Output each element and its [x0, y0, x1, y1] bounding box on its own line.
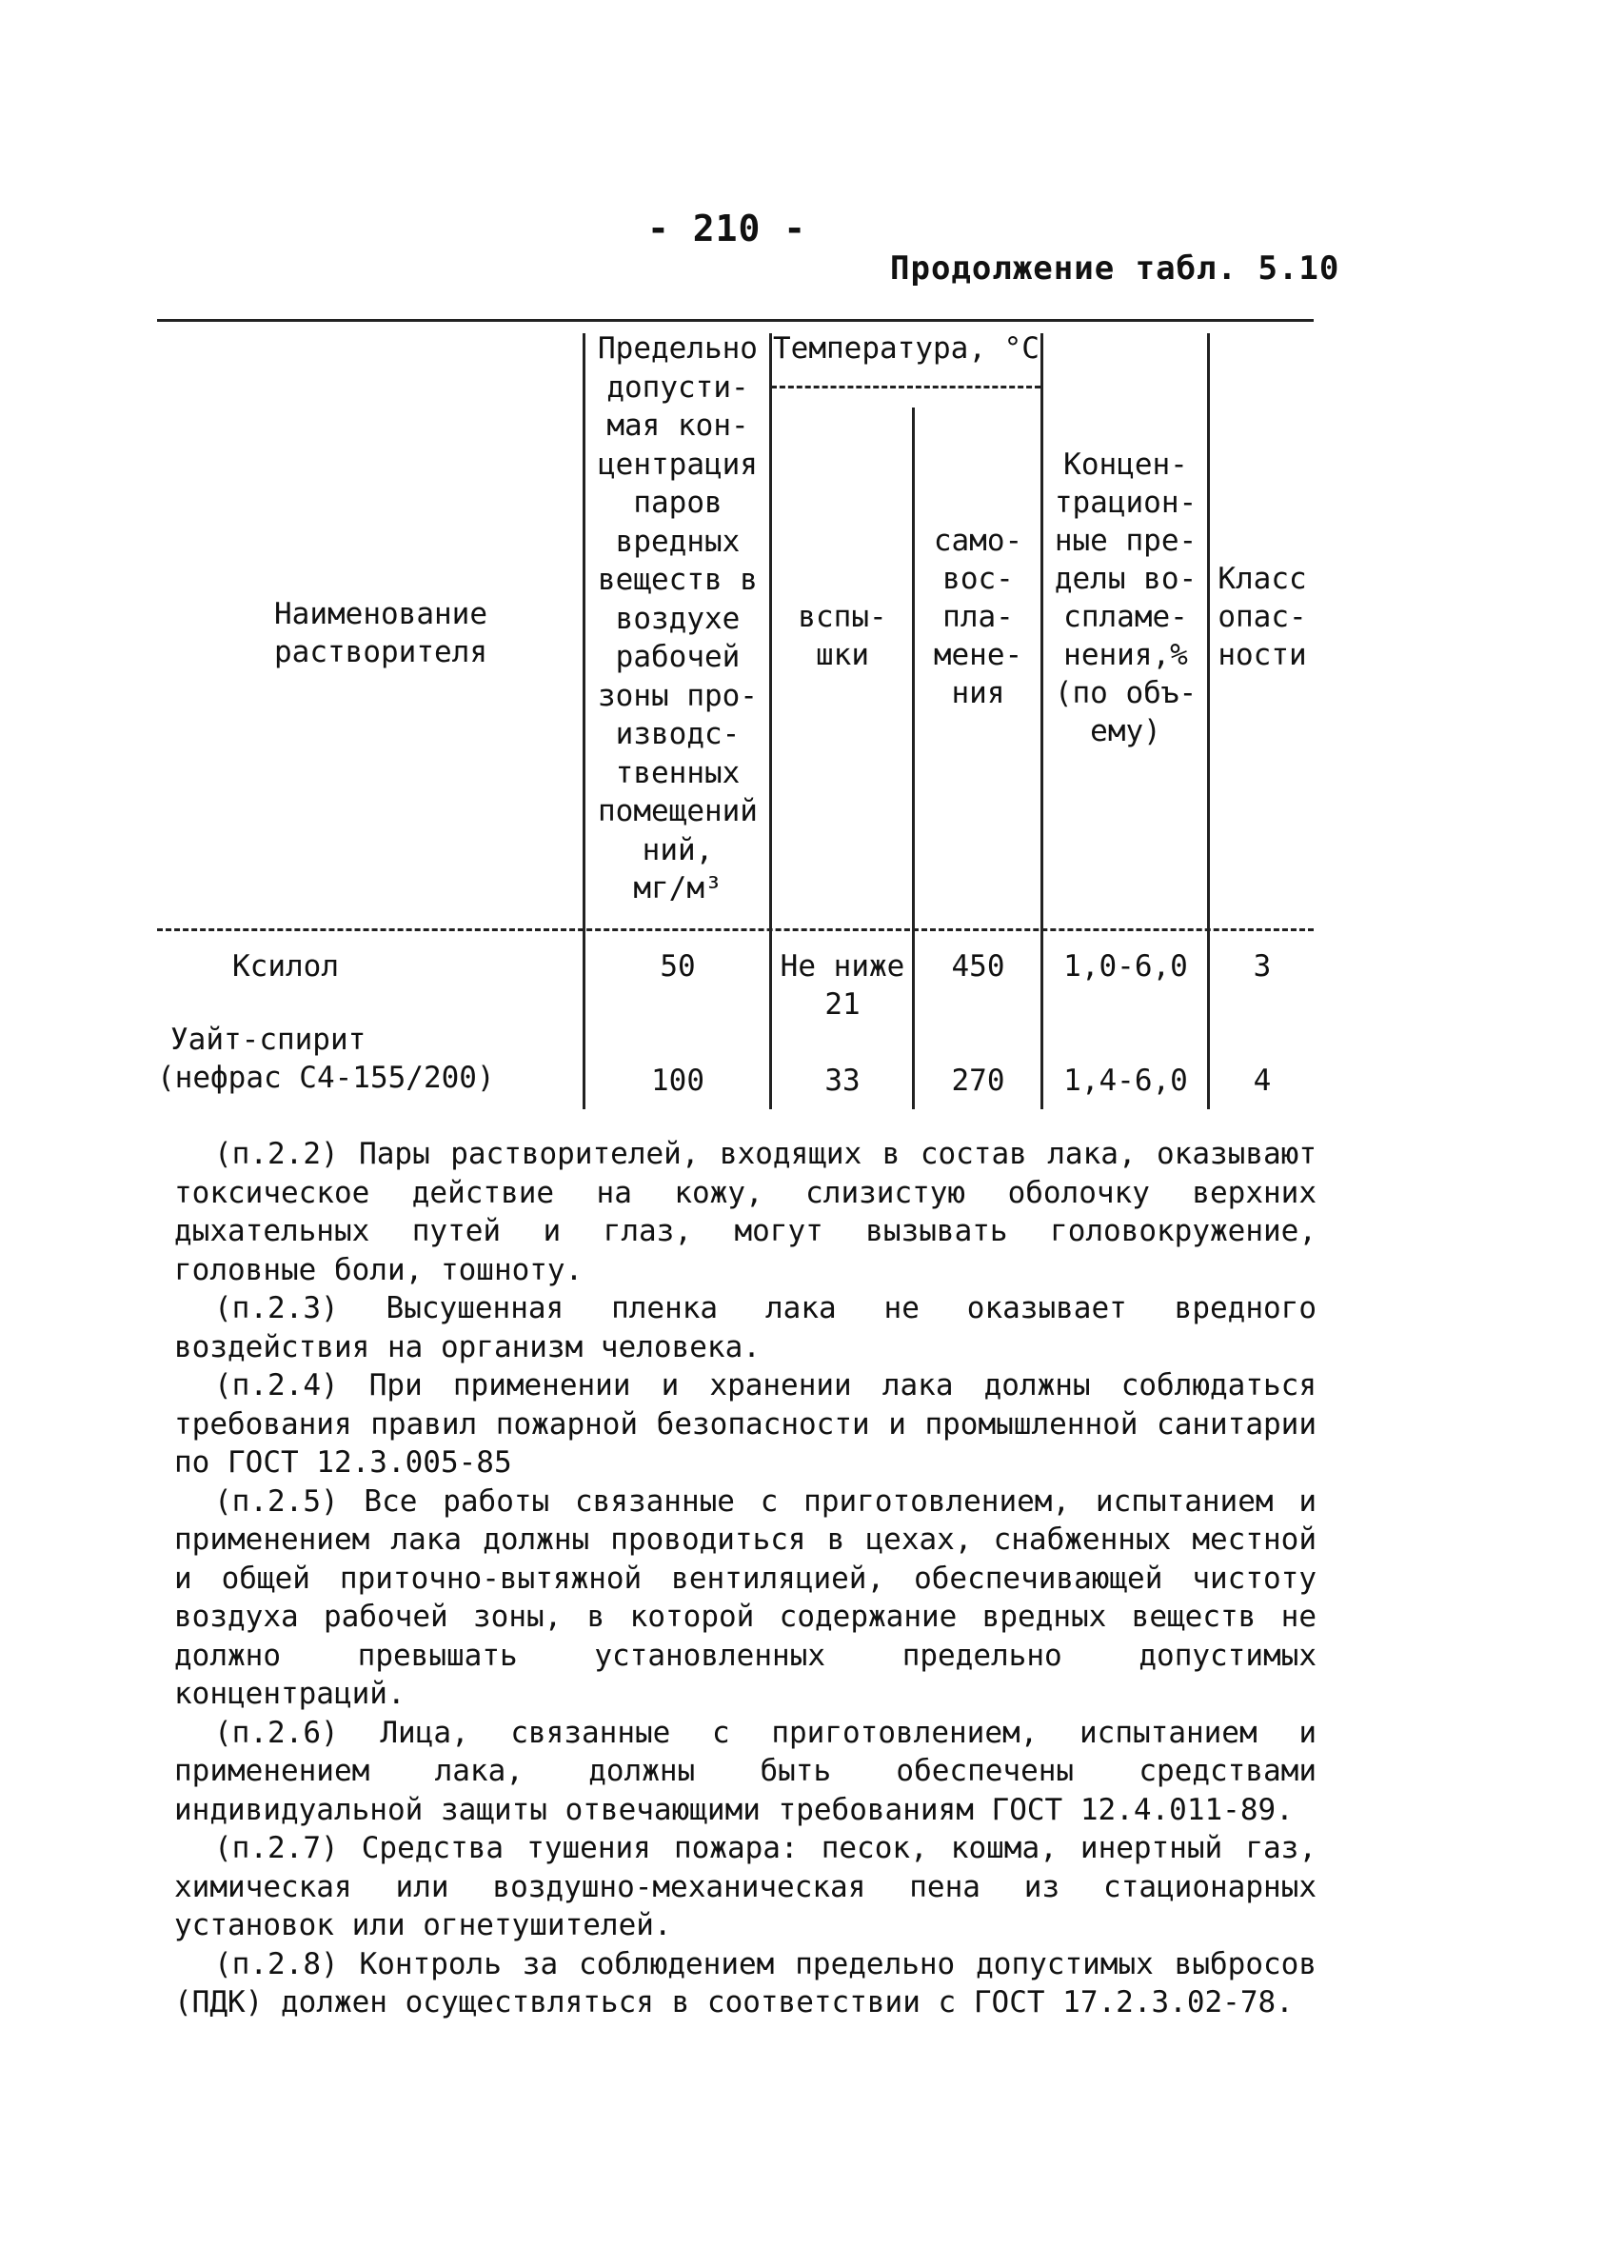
- body-text: [174, 1135, 1317, 2022]
- paragraph-2-4: (п.2.4) При применении и хранении лака должны соблюдаться требования правил пожарной безопасности и промышленной санитарии по ГОСТ 12.3.005-85: [174, 1368, 1317, 1480]
- header-line: центрация: [598, 447, 758, 482]
- header-line: паров: [633, 486, 723, 520]
- header-line: ему): [1090, 714, 1161, 748]
- header-line: опас-: [1218, 600, 1307, 634]
- table-row-pdk: 50: [660, 949, 696, 984]
- header-line: нения,%: [1063, 638, 1188, 672]
- column-divider: [583, 333, 585, 1109]
- header-autoignition: [916, 522, 1040, 712]
- cell-line: (нефрас С4-155/200): [157, 1061, 495, 1095]
- temperature-subheader-rule: [771, 386, 1040, 388]
- cell-line: Не ниже: [780, 949, 905, 984]
- header-temperature: Температура, °С: [773, 331, 1040, 366]
- header-line: ности: [1218, 638, 1307, 672]
- cell-line: 21: [824, 987, 861, 1022]
- paragraph-2-8: (п.2.8) Контроль за соблюдением предельно допустимых выбросов (ПДК) должен осуществляться в соответствии с ГОСТ 17.2.3.02-78.: [174, 1946, 1317, 2019]
- header-line: веществ в: [598, 563, 758, 597]
- header-line: пла-: [942, 600, 1014, 634]
- header-line: мене-: [933, 638, 1023, 672]
- header-line: (по объ-: [1054, 676, 1198, 710]
- table-row-name: [157, 1021, 566, 1097]
- header-line: помещений: [598, 794, 758, 828]
- table-top-rule: [157, 319, 1314, 322]
- header-line: трацион-: [1054, 486, 1198, 520]
- header-line: твенных: [615, 755, 741, 790]
- header-line: мг/м³: [633, 871, 723, 905]
- column-divider: [912, 408, 915, 1109]
- header-ignition-limits: [1044, 446, 1207, 750]
- header-line: Предельно: [598, 331, 758, 366]
- header-line: ные пре-: [1054, 524, 1198, 558]
- table-row-hazard-class: 4: [1253, 1064, 1272, 1098]
- header-line: допусти-: [606, 369, 749, 405]
- paragraph-2-3: (п.2.3) Высушенная пленка лака не оказывает вредного воздействия на организм человека.: [174, 1291, 1317, 1364]
- cell-line: Уайт-спирит: [170, 1023, 366, 1057]
- paragraph-2-2: (п.2.2) Пары растворителей, входящих в состав лака, оказывают токсическое действие на кожу, слизистую оболочку верхних дыхательных путей и глаз, могут вызывать головокружение, головные боли, тошноту.: [174, 1137, 1317, 1287]
- header-line: рабочей: [615, 640, 741, 674]
- column-divider: [1207, 333, 1210, 1109]
- header-line: Класс: [1218, 562, 1307, 596]
- header-pdk: [586, 329, 769, 908]
- table-row-flash-point: [773, 947, 912, 1024]
- paragraph-2-7: (п.2.7) Средства тушения пожара: песок, кошма, инертный газ, химическая или воздушно-механическая пена из стационарных установок или огнетушителей.: [174, 1831, 1317, 1942]
- header-solvent-name: [219, 595, 543, 671]
- header-line: воздухе: [615, 601, 741, 636]
- header-hazard-class: [1211, 560, 1314, 674]
- table-caption: Продолжение табл. 5.10: [890, 249, 1340, 288]
- table-row-ignition-limits: 1,0-6,0: [1063, 949, 1188, 984]
- header-line: шки: [816, 638, 869, 672]
- header-line: спламе-: [1063, 600, 1188, 634]
- header-line: ний,: [642, 832, 714, 867]
- table-row-pdk: 100: [651, 1064, 704, 1098]
- table-row-flash-point: 33: [824, 1064, 861, 1098]
- header-line: ния: [951, 676, 1005, 710]
- header-line: вос-: [942, 562, 1014, 596]
- header-line: делы во-: [1054, 562, 1198, 596]
- table-row-hazard-class: 3: [1253, 949, 1272, 984]
- header-line: изводс-: [615, 717, 741, 751]
- header-line: Концен-: [1063, 448, 1188, 482]
- header-line: само-: [933, 524, 1023, 558]
- table-row-ignition-limits: 1,4-6,0: [1063, 1064, 1188, 1098]
- header-line: вредных: [615, 524, 741, 559]
- column-divider: [769, 333, 772, 1109]
- table-row-autoignition: 450: [951, 949, 1005, 984]
- paragraph-2-6: (п.2.6) Лица, связанные с приготовлением, испытанием и применением лака, должны быть обеспечены средствами индивидуальной защиты отвечающими требованиям ГОСТ 12.4.011-89.: [174, 1715, 1317, 1827]
- header-line: мая кон-: [606, 408, 749, 443]
- header-line: Наименование: [274, 597, 487, 631]
- header-line: вспы-: [798, 600, 887, 634]
- table-row-autoignition: 270: [951, 1064, 1005, 1098]
- header-separator-rule: [157, 928, 1314, 931]
- table-row-name: Ксилол: [232, 949, 339, 984]
- header-line: зоны про-: [598, 678, 758, 713]
- page-number: - 210 -: [647, 208, 807, 249]
- header-line: растворителя: [274, 635, 487, 669]
- column-divider: [1040, 333, 1043, 1109]
- header-flash-point: [773, 598, 912, 674]
- paragraph-2-5: (п.2.5) Все работы связанные с приготовлением, испытанием и применением лака должны проводиться в цехах, снабженных местной и общей приточно-вытяжной вентиляцией, обеспечивающей чистоту воздуха рабочей зоны, в которой содержание вредных веществ не должно превышать установленных предельно допустимых концентраций.: [174, 1483, 1317, 1711]
